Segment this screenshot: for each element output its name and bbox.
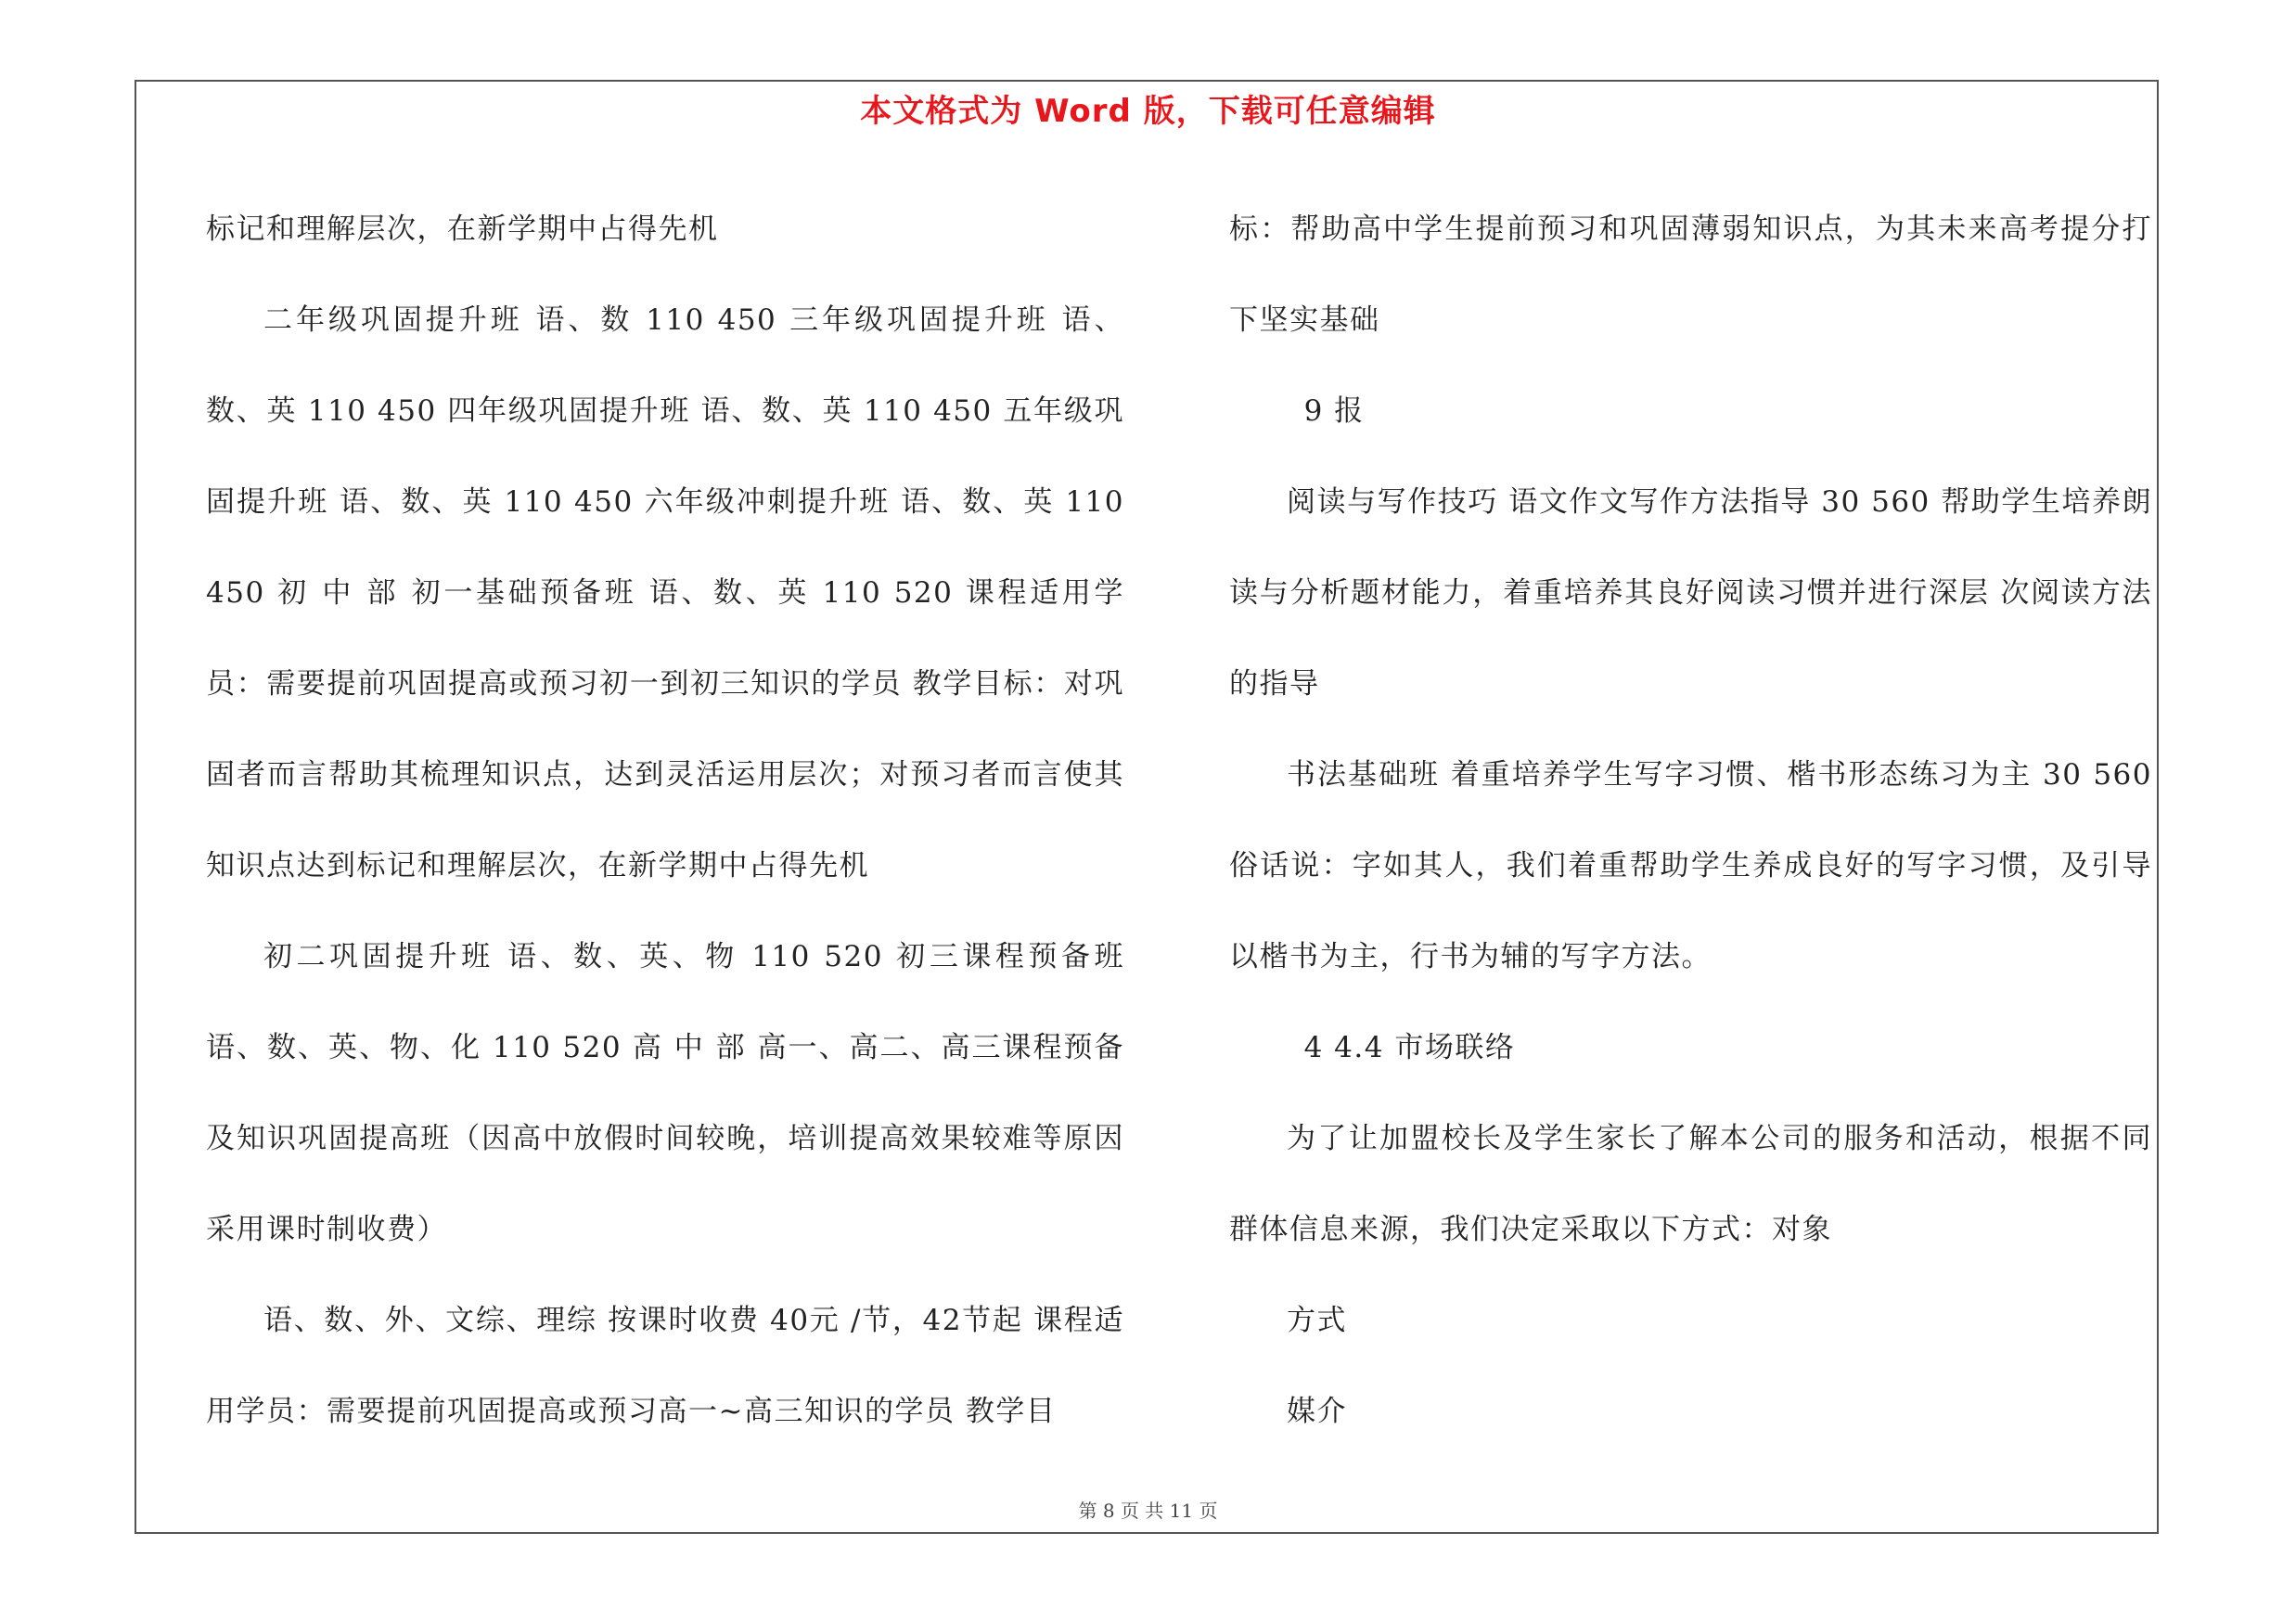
paragraph: 方式 [1287, 1304, 1347, 1337]
section-heading: 4 4.4 市场联络 [1303, 1031, 1516, 1064]
paragraph: 为了让加盟校长及学生家长了解本公司的服务和活动，根据不同群体信息来源，我们决定采取以下方式：对象 [1229, 1122, 2152, 1246]
right-column [1229, 184, 2152, 1457]
paragraph: 标记和理解层次，在新学期中占得先机 [206, 213, 719, 246]
header-banner: 本文格式为 Word 版，下载可任意编辑 [860, 93, 1436, 130]
left-column [206, 184, 1124, 1457]
paragraph: 阅读与写作技巧 语文作文写作方法指导 30 560 帮助学生培养朗读与分析题材能力，着重培养其良好阅读习惯并进行深层 次阅读方法的指导 [1229, 485, 2152, 701]
paragraph: 标：帮助高中学生提前预习和巩固薄弱知识点，为其未来高考提分打下坚实基础 [1229, 213, 2152, 337]
page-number: 第 8 页 共 11 页 [1078, 1500, 1218, 1522]
paragraph: 媒介 [1287, 1395, 1347, 1428]
paragraph: 语、数、外、文综、理综 按课时收费 40元 /节，42节起 课程适用学员：需要提前巩固提高或预习高一~高三知识的学员 教学目 [206, 1304, 1124, 1428]
paragraph: 初二巩固提升班 语、数、英、物 110 520 初三课程预备班 语、数、英、物、化 110 520 高 中 部 高一、高二、高三课程预备及知识巩固提高班（因高中放假时间较晚，培训提高效果较难等原因采用课时制收费） [206, 940, 1124, 1246]
paragraph: 9 报 [1303, 394, 1365, 428]
paragraph: 二年级巩固提升班 语、数 110 450 三年级巩固提升班 语、数、英 110 450 四年级巩固提升班 语、数、英 110 450 五年级巩固提升班 语、数、英 110 450 六年级冲刺提升班 语、数、英 110 450 初 中 部 初一基础预备班 语、数、英 110 520 课程适用学员：需要提前巩固提高或预习初一到初三知识的学员 教学目标：对巩固者而言帮助其梳理知识点，达到灵活运用层次；对预习者而言使其知识点达到标记和理解层次，在新学期中占得先机 [206, 303, 1124, 882]
paragraph: 书法基础班 着重培养学生写字习惯、楷书形态练习为主 30 560 俗话说：字如其人，我们着重帮助学生养成良好的写字习惯，及引导以楷书为主，行书为辅的写字方法。 [1229, 758, 2152, 973]
